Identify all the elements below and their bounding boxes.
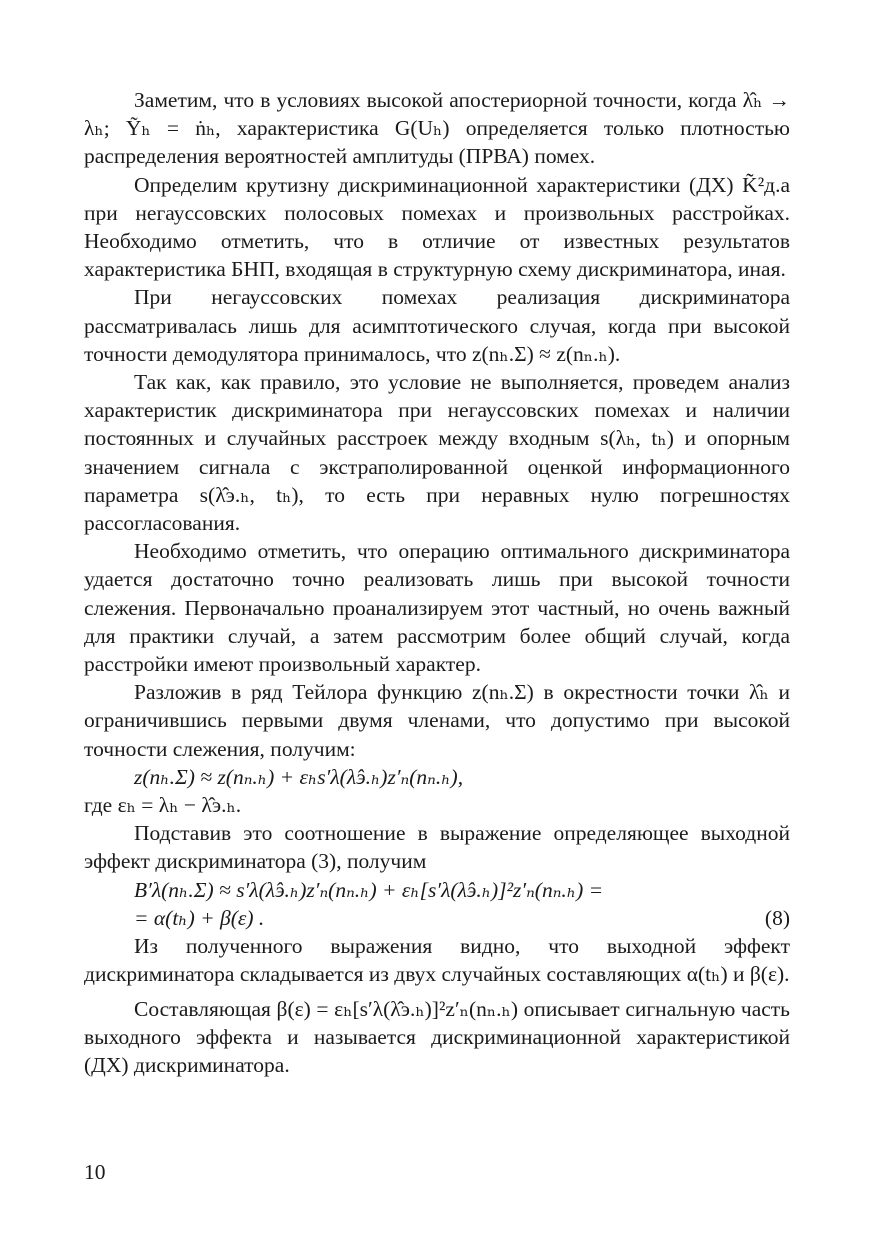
where-line: где εₕ = λₕ − λ̂э.ₕ.: [84, 793, 242, 818]
paragraph-5: Необходимо отметить, что операцию оптимального дискриминатора удается достаточно точно реализовать лишь при высокой точности слежения. Первоначально проанализируем этот частный, но очень важный для практики случай, а затем рассмотрим более общий случай, когда расстройки имеют произвольный характер.: [84, 539, 790, 677]
paragraph-3: При негауссовских помехах реализация дискриминатора рассматривалась лишь для асимптотического случая, когда при высокой точности демодулятора принималось, что z(nₕ.Σ) ≈ z(nₙ.ₕ).: [84, 285, 790, 366]
paragraph-7: Подставив это соотношение в выражение определяющее выходной эффект дискриминатора (3), получим: [84, 821, 790, 874]
formula-2-line-2-text: = α(tₕ) + β(ε) .: [134, 905, 265, 930]
paragraph-1: Заметим, что в условиях высокой апостериорной точности, когда λ̂ₕ → λₕ; Ỹₕ = ṅₕ, характеристика G(Uₕ) определяется только плотностью распределения вероятностей амплитуды (ПРВА) помех.: [84, 88, 790, 169]
paragraph-2: Определим крутизну дискриминационной характеристики (ДХ) K̃̃²д.а при негауссовских полосовых помехах и произвольных расстройках. Необходимо отметить, что в отличие от известных результатов характеристика БНП, входящая в структурную схему дискриминатора, иная.: [84, 172, 790, 282]
paragraph-6: Разложив в ряд Тейлора функцию z(nₕ.Σ) в окрестности точки λ̂ₕ и ограничившись первыми двумя членами, что допустимо при высокой точности слежения, получим:: [84, 680, 790, 761]
paragraph-9: Составляющая β(ε) = εₕ[s′λ(λ̂э.ₕ)]²z′ₙ(nₙ.ₕ) описывает сигнальную часть выходного эффекта и называется дискриминационной характеристикой (ДХ) дискриминатора.: [84, 996, 790, 1077]
paragraph-8: Из полученного выражения видно, что выходной эффект дискриминатора складывается из двух случайных составляющих α(tₕ) и β(ε).: [84, 934, 790, 987]
output-effect-formula-line-1: B′λ(nₕ.Σ) ≈ s′λ(λ̂э.ₕ)z′ₙ(nₙ.ₕ) + εₕ[s′λ(λ̂э.ₕ)]²z′ₙ(nₙ.ₕ) =: [134, 877, 604, 902]
paragraph-4: Так как, как правило, это условие не выполняется, проведем анализ характеристик дискриминатора при негауссовских помехах и наличии постоянных и случайных расстроек между входным s(λₕ, tₕ) и опорным значением сигнала с экстраполированной оценкой информационного параметра s(λ̂э.ₕ, tₕ), то есть при неравных нулю погрешностях рассогласования.: [84, 370, 790, 536]
taylor-formula: z(nₕ.Σ) ≈ z(nₙ.ₕ) + εₕs′λ(λ̂э.ₕ)z′ₙ(nₙ.ₕ),: [134, 764, 464, 789]
page-number: 10: [84, 1160, 106, 1184]
equation-number: (8): [764, 905, 790, 930]
output-effect-formula-line-2: [84, 904, 790, 932]
body-text: [84, 86, 790, 1079]
